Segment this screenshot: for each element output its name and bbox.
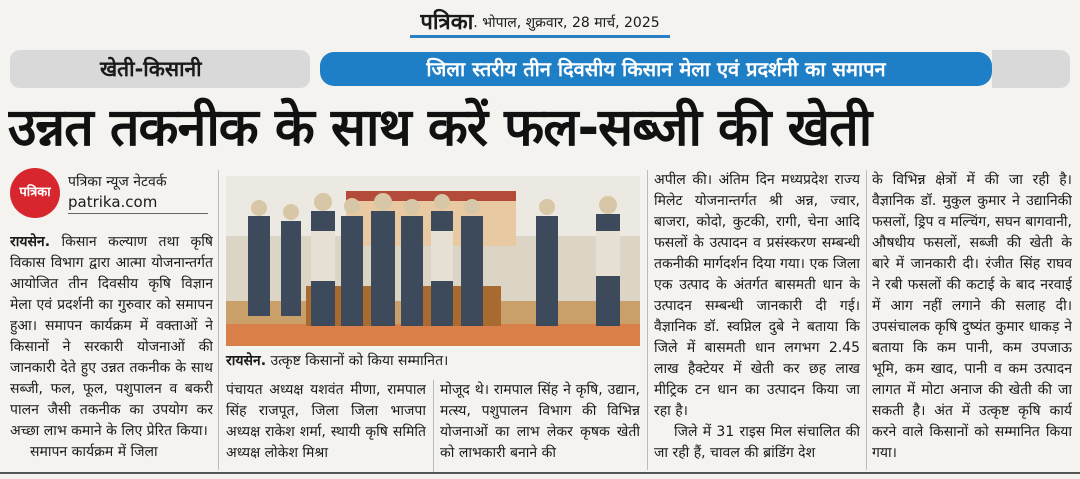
article-col4-para2: जिले में 31 राइस मिल संचालित की जा रही हैं, चावल की ब्रांडिंग देश [654, 424, 860, 461]
column-divider [647, 170, 648, 470]
article-column-5: के विभिन्न क्षेत्रों में की जा रही है। वैज्ञानिक डॉ. मुकुल कुमार ने उद्यानिकी फसलों, ड्रिप व मल्चिंग, सघन बागवानी, औषधीय फसलों, सब्जी की खेती के बारे में जानकारी दी। रंजीत सिंह राघव ने रबी फसलों की कटाई के बाद नरवाई में आग नहीं लगाने की सलाह दी। उपसंचालक कृषि दुष्यंत कुमार धाकड़ ने बताया कि कम पानी, कम उपजाऊ भूमि, कम खाद, पानी व कम उत्पादन लागत में मोटा अनाज की खेती की जा सकती है। अंत में उत्कृष्ट कृषि कार्य करने वाले किसानों को सम्मानित किया गया। [872, 172, 1072, 461]
column-divider [218, 170, 219, 470]
edition-date: भोपाल, शुक्रवार, 28 मार्च, 2025 [482, 15, 660, 31]
byline-divider [68, 213, 208, 214]
article-column-1 [10, 232, 213, 470]
section-bar-tail [992, 50, 1070, 88]
article-column-4 [654, 170, 860, 470]
masthead-underline [410, 35, 670, 38]
dateline: रायसेन. [10, 234, 51, 250]
bottom-rule [0, 472, 1080, 474]
photo-caption [226, 350, 640, 372]
masthead [0, 0, 1080, 40]
caption-place: रायसेन. [226, 353, 267, 369]
article-col1-text: किसान कल्याण तथा कृषि विकास विभाग द्वारा आत्मा योजनान्तर्गत आयोजित तीन दिवसीय कृषि विज्ञान मेला एवं प्रदर्शनी का गुरुवार को समापन हुआ। समापन कार्यक्रम में वक्ताओं ने किसानों ने सरकारी योजनाओं की जानकारी देते हुए उन्नत तकनीक के साथ सब्जी, फल, फूल, पशुपालन व बकरी पालन जैसी तकनीक का उपयोग कर अच्छा लाभ कमाने के लिए प्रेरित किया। [10, 234, 213, 439]
section-bar [10, 50, 1070, 88]
brand-name: पत्रिका [420, 9, 474, 35]
byline-agency: पत्रिका न्यूज नेटवर्क [68, 174, 167, 190]
kicker-banner: जिला स्तरीय तीन दिवसीय किसान मेला एवं प्रदर्शनी का समापन [320, 52, 992, 86]
article-col4-text: अपील की। अंतिम दिन मध्यप्रदेश राज्य मिलेट योजनान्तर्गत श्री अन्न, ज्वार, बाजरा, कोदो, कुटकी, रागी, चेना आदि फसलों के उत्पादन व प्रसंस्करण सम्बन्धी तकनीकी मार्गदर्शन दिया गया। एक जिला एक उत्पाद के अंतर्गत बासमती धान के उत्पादन सम्बन्धी जानकारी दी गई। वैज्ञानिक डॉ. स्वप्निल दुबे ने बताया कि जिले में बासमती धान लगभग 2.45 लाख हैक्टेयर में खेती कर छह लाख मीट्रिक टन धान का उत्पादन किया जा रहा है। [654, 172, 860, 419]
caption-text: उत्कृष्ट किसानों को किया सम्मानित। [266, 353, 449, 369]
edition-line: . भोपाल, शुक्रवार, 28 मार्च, 2025 [473, 15, 660, 31]
column-divider [433, 380, 434, 472]
patrika-logo: पत्रिका [10, 168, 60, 218]
article-column-3: मोजूद थे। रामपाल सिंह ने कृषि, उद्यान, मत्स्य, पशुपालन विभाग की विभिन्न योजनाओं का लाभ लेकर कृषक खेती को लाभकारी बनाने की [440, 382, 640, 461]
column-divider [866, 170, 867, 470]
article-col1-para2: समापन कार्यक्रम में जिला [30, 444, 158, 460]
section-label: खेती-किसानी [10, 50, 310, 88]
article-column-2: पंचायत अध्यक्ष यशवंत मीणा, रामपाल सिंह राजपूत, जिला जिला भाजपा अध्यक्ष राकेश शर्मा, स्थायी कृषि समिति अध्यक्ष लोकेश मिश्रा [226, 382, 426, 461]
event-photo [226, 176, 640, 346]
event-photo-illustration [226, 176, 640, 346]
headline: उन्नत तकनीक के साथ करें फल-सब्जी की खेती [8, 98, 872, 158]
byline-website[interactable]: patrika.com [68, 193, 158, 211]
